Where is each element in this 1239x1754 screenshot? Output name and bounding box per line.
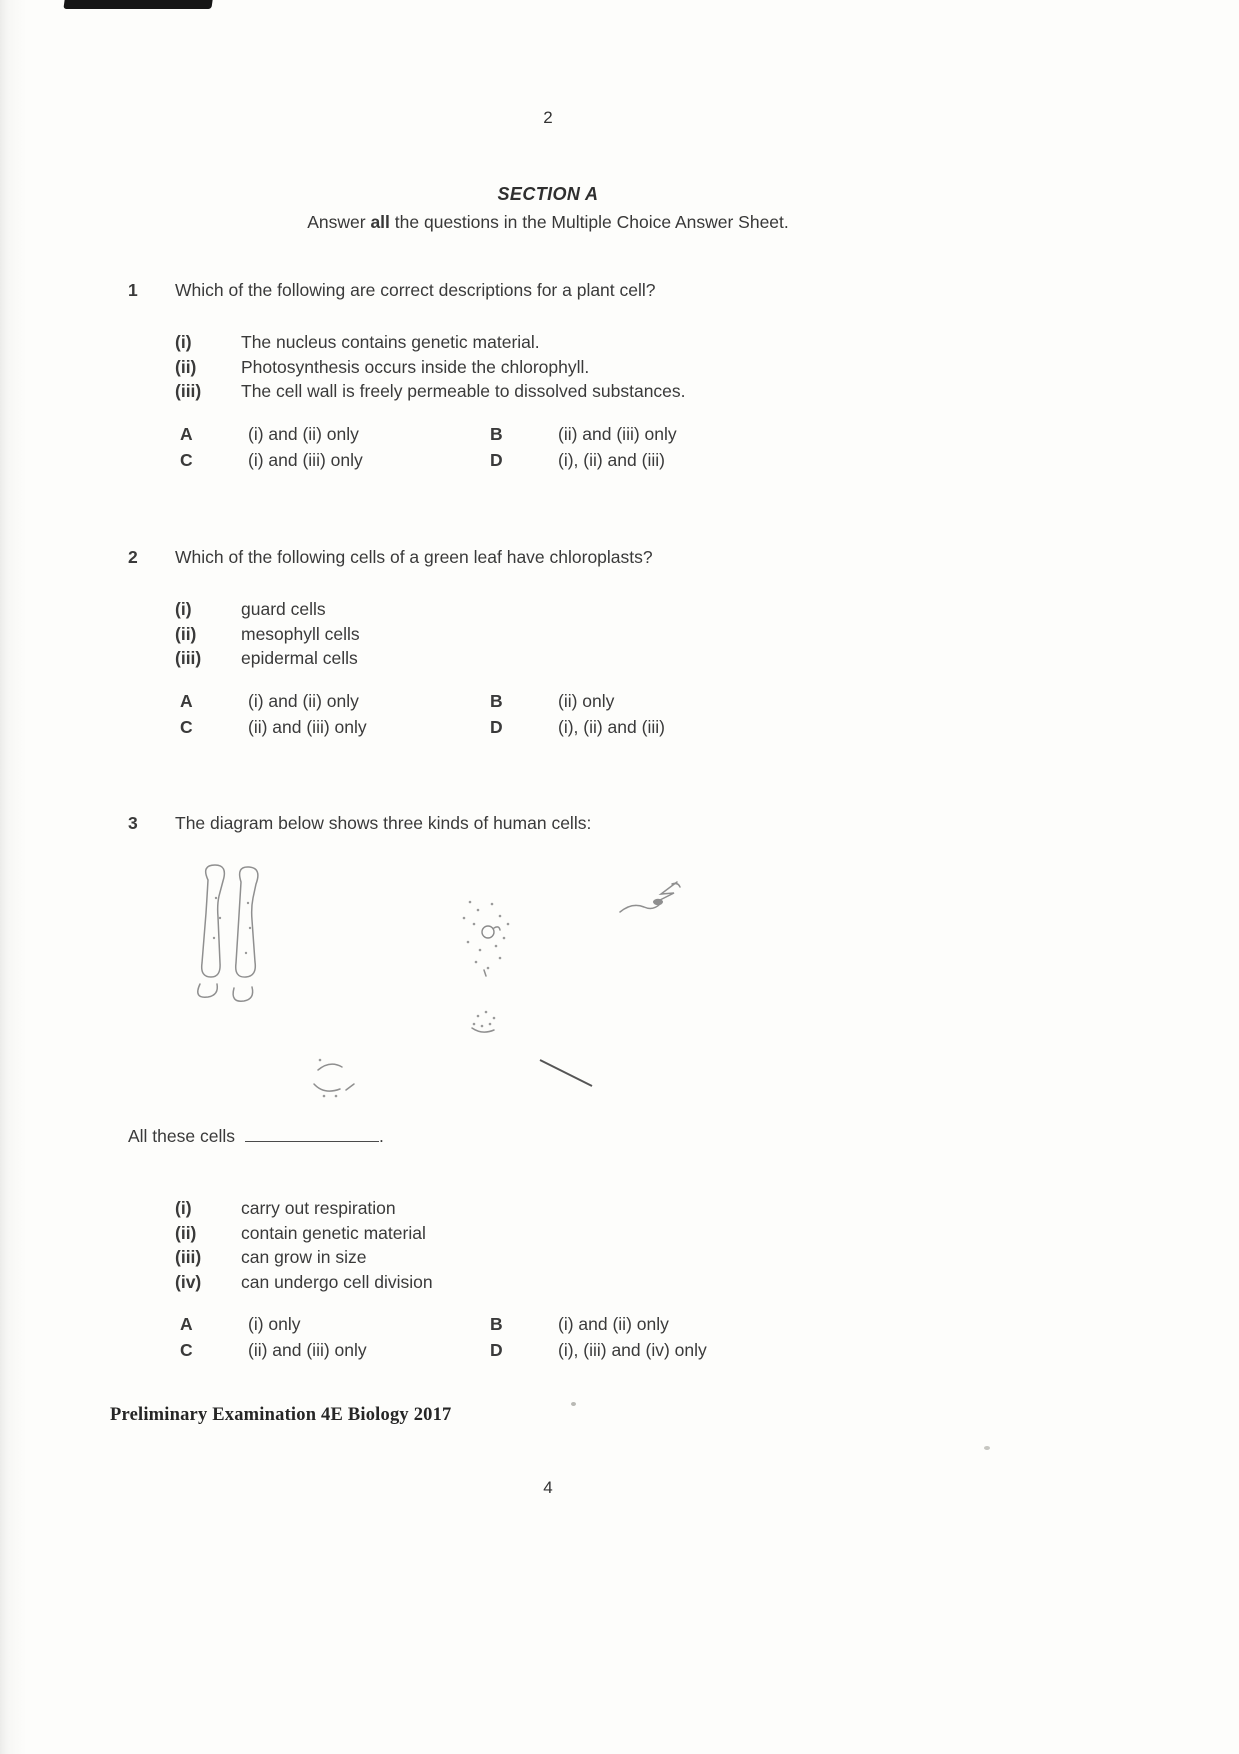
option-label: C xyxy=(180,716,193,737)
option-label: A xyxy=(180,423,193,444)
question-text: Which of the following cells of a green leaf have chloroplasts? xyxy=(175,547,653,567)
option-c xyxy=(180,715,490,740)
fill-in-blank-sentence xyxy=(128,1124,1169,1148)
option-label: D xyxy=(490,1340,503,1360)
option-label: B xyxy=(490,690,503,711)
section-title: SECTION A xyxy=(497,184,599,204)
option-text: (i) and (iii) only xyxy=(248,449,363,470)
option-b xyxy=(490,422,1169,447)
question-1-statements xyxy=(175,330,1169,404)
statement-row xyxy=(175,622,1169,647)
statement-row xyxy=(175,330,1169,355)
cell-sketch-bottom-left xyxy=(314,1059,354,1098)
option-label: C xyxy=(180,1340,193,1360)
scan-speck xyxy=(571,1402,576,1406)
statement-text: contain genetic material xyxy=(241,1222,426,1243)
option-text: (ii) and (iii) only xyxy=(248,1340,367,1360)
statement-label: (ii) xyxy=(175,356,197,377)
option-d xyxy=(490,448,1169,473)
statement-row xyxy=(175,379,1169,404)
instruction-suffix: the questions in the Multiple Choice Answer Sheet. xyxy=(389,212,789,232)
statement-label: (iv) xyxy=(175,1271,202,1292)
statement-row xyxy=(175,1245,1169,1270)
statement-label: (i) xyxy=(175,332,192,352)
fill-prefix: All these cells xyxy=(128,1126,235,1146)
statement-row xyxy=(175,597,1169,622)
statement-text: mesophyll cells xyxy=(241,623,360,644)
option-a xyxy=(180,689,490,714)
cell-sketch-right xyxy=(620,882,680,912)
cell-sketch-lower xyxy=(472,1011,592,1086)
question-number: 3 xyxy=(128,813,138,833)
question-1 xyxy=(128,279,1169,473)
option-text: (ii) only xyxy=(558,690,615,711)
question-number: 2 xyxy=(128,547,138,567)
option-b xyxy=(490,689,1169,714)
page-number-bottom xyxy=(0,1478,1096,1498)
statement-label: (iii) xyxy=(175,1247,202,1267)
question-2-head xyxy=(128,546,1169,568)
question-text: Which of the following are correct descriptions for a plant cell? xyxy=(175,280,656,300)
question-1-head xyxy=(128,279,1169,301)
option-label: A xyxy=(180,1314,193,1334)
option-c xyxy=(180,1338,490,1363)
answer-blank xyxy=(245,1126,379,1142)
question-number: 1 xyxy=(128,280,138,300)
three-human-cells-sketch xyxy=(178,858,698,1098)
question-2-statements xyxy=(175,597,1169,671)
option-c xyxy=(180,448,490,473)
option-label: B xyxy=(490,1314,503,1334)
question-2 xyxy=(128,546,1169,740)
option-b xyxy=(490,1312,1169,1337)
instruction-prefix: Answer xyxy=(307,212,371,232)
statement-row xyxy=(175,646,1169,671)
question-text: The diagram below shows three kinds of human cells: xyxy=(175,813,592,833)
statement-text: carry out respiration xyxy=(241,1198,396,1218)
fill-suffix: . xyxy=(379,1126,384,1146)
page-number-top-value: 2 xyxy=(543,108,553,127)
option-label: A xyxy=(180,690,193,711)
page-number-top xyxy=(0,108,1096,128)
statement-text: The nucleus contains genetic material. xyxy=(241,332,540,352)
option-a xyxy=(180,1312,490,1337)
statement-text: epidermal cells xyxy=(241,648,358,668)
option-label: D xyxy=(490,716,503,737)
option-text: (i) and (ii) only xyxy=(558,1314,669,1334)
footer-exam-title: Preliminary Examination 4E Biology 2017 xyxy=(110,1405,452,1425)
option-d xyxy=(490,1338,1169,1363)
statement-label: (ii) xyxy=(175,623,197,644)
cell-sketch-left xyxy=(198,865,258,1001)
option-text: (i), (ii) and (iii) xyxy=(558,449,665,470)
statement-label: (iii) xyxy=(175,381,202,401)
section-header xyxy=(0,184,1096,233)
statement-text: guard cells xyxy=(241,599,326,619)
scan-speck xyxy=(984,1446,990,1450)
statement-text: can undergo cell division xyxy=(241,1271,433,1292)
section-instruction xyxy=(0,212,1096,233)
cell-sketch-middle xyxy=(463,901,510,976)
question-3 xyxy=(128,812,1169,1363)
statement-text: Photosynthesis occurs inside the chlorophyll. xyxy=(241,356,590,377)
scan-artifact xyxy=(63,0,212,9)
statement-label: (iii) xyxy=(175,648,202,668)
question-2-options xyxy=(180,689,1169,740)
statement-label: (ii) xyxy=(175,1222,197,1243)
option-d xyxy=(490,715,1169,740)
option-text: (i), (iii) and (iv) only xyxy=(558,1340,707,1360)
statement-row xyxy=(175,1270,1169,1295)
option-text: (i) and (ii) only xyxy=(248,423,359,444)
option-text: (i) only xyxy=(248,1314,301,1334)
human-cells-diagram xyxy=(178,858,698,1098)
statement-text: can grow in size xyxy=(241,1247,367,1267)
option-label: B xyxy=(490,423,503,444)
statement-row xyxy=(175,1196,1169,1221)
option-text: (ii) and (iii) only xyxy=(248,716,367,737)
instruction-bold-word: all xyxy=(370,212,390,232)
question-3-statements xyxy=(175,1196,1169,1294)
option-a xyxy=(180,422,490,447)
option-label: D xyxy=(490,449,503,470)
statement-row xyxy=(175,1221,1169,1246)
question-3-options xyxy=(180,1312,1169,1363)
statement-label: (i) xyxy=(175,599,192,619)
statement-label: (i) xyxy=(175,1198,192,1218)
question-3-head xyxy=(128,812,1169,834)
option-text: (i) and (ii) only xyxy=(248,690,359,711)
option-label: C xyxy=(180,449,193,470)
statement-text: The cell wall is freely permeable to dissolved substances. xyxy=(241,381,686,401)
page-number-bottom-value: 4 xyxy=(543,1478,553,1497)
question-1-options xyxy=(180,422,1169,473)
option-text: (ii) and (iii) only xyxy=(558,423,677,444)
option-text: (i), (ii) and (iii) xyxy=(558,716,665,737)
statement-row xyxy=(175,355,1169,380)
